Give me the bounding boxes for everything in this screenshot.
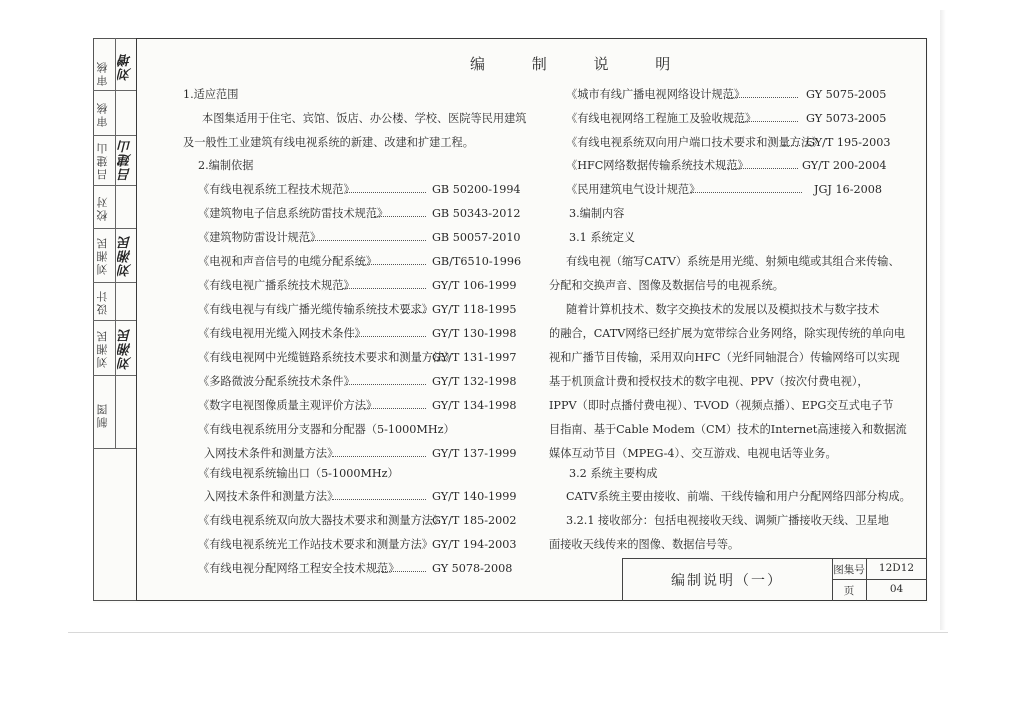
paragraph-line: 视和广播节目传输，采用双向HFC（光纤同轴混合）传输网络可以实现 — [549, 351, 900, 364]
page-label: 页 — [843, 585, 855, 597]
section-2-heading: 2.编制依据 — [198, 159, 254, 172]
paragraph-line: 有线电视（缩写CATV）系统是用光缆、射频电缆或其组合来传输、 — [566, 255, 900, 268]
paragraph-line: CATV系统主要由接收、前端、干线传输和用户分配网络四部分构成。 — [566, 490, 911, 503]
side-sign-review: 刘增 — [119, 53, 134, 81]
side-label-review: 审核 — [96, 60, 109, 86]
section-1-paragraph-line-1: 本图集适用于住宅、宾馆、饭店、办公楼、学校、医院等民用建筑 — [202, 112, 527, 125]
section-3-heading: 3.编制内容 — [569, 207, 625, 220]
paragraph-line: 基于机顶盒计费和授权技术的数字电视、PPV（按次付费电视）， — [549, 375, 869, 388]
side-sign-2: 刘湘民 — [119, 235, 134, 277]
reference-item-line-1: 《有线电视系统用分支器和分配器（5-1000MHz） — [198, 423, 455, 436]
paragraph-line: 面接收天线传来的图像、数据信号等。 — [549, 538, 740, 551]
scan-edge — [940, 10, 946, 630]
side-label-drafting: 制图 — [96, 402, 109, 428]
section-3-1-heading: 3.1 系统定义 — [569, 231, 636, 244]
paragraph-line: 的融合，CATV网络已经扩展为宽带综合业务网络，除实现传统的单向电 — [549, 327, 906, 340]
section-1-heading: 1.适应范围 — [183, 88, 239, 101]
paragraph-line: 目指南、基于Cable Modem（CM）技术的Internet高速接入和数据流 — [549, 423, 907, 436]
paragraph-line: 分配和交换声音、图像及数据信号的电视系统。 — [549, 279, 784, 292]
atlas-number: 12D12 — [878, 562, 915, 574]
side-sign-3: 刘湘民 — [119, 328, 134, 370]
side-label-audit: 审核 — [96, 101, 109, 127]
signature-strip-divider — [115, 38, 116, 448]
side-sign-1: 吕建山 — [119, 139, 134, 182]
atlas-number-label: 图集号 — [833, 564, 865, 576]
paragraph-line: IPPV（即时点播付费电视）、T-VOD（视频点播）、EPG交互式电子节 — [549, 399, 894, 412]
side-label-name-3: 刘湘民 — [96, 329, 109, 369]
paragraph-line: 随着计算机技术、数字交换技术的发展以及模拟技术与数字技术 — [566, 303, 880, 316]
side-label-check: 校对 — [96, 195, 109, 221]
reference-item-line-1: 《有线电视系统输出口（5-1000MHz） — [198, 467, 399, 480]
paragraph-line: 3.2.1 接收部分：包括电视接收天线、调频广播接收天线、卫星地 — [566, 514, 889, 527]
drawing-title: 编制说明（一） — [671, 573, 783, 589]
paragraph-line: 媒体互动节目（MPEG-4）、交互游戏、电视电话等业务。 — [549, 447, 837, 460]
scan-bottom-line — [68, 632, 948, 633]
side-label-name-2: 刘湘民 — [96, 236, 109, 276]
section-1-paragraph-line-2: 及一般性工业建筑有线电视系统的新建、改建和扩建工程。 — [183, 136, 474, 149]
side-label-name-1: 吕建山 — [96, 141, 109, 181]
page-number: 04 — [889, 583, 904, 595]
side-label-design: 设计 — [96, 289, 109, 315]
page-title: 编 制 说 明 — [470, 55, 692, 73]
section-3-2-heading: 3.2 系统主要构成 — [569, 467, 658, 480]
